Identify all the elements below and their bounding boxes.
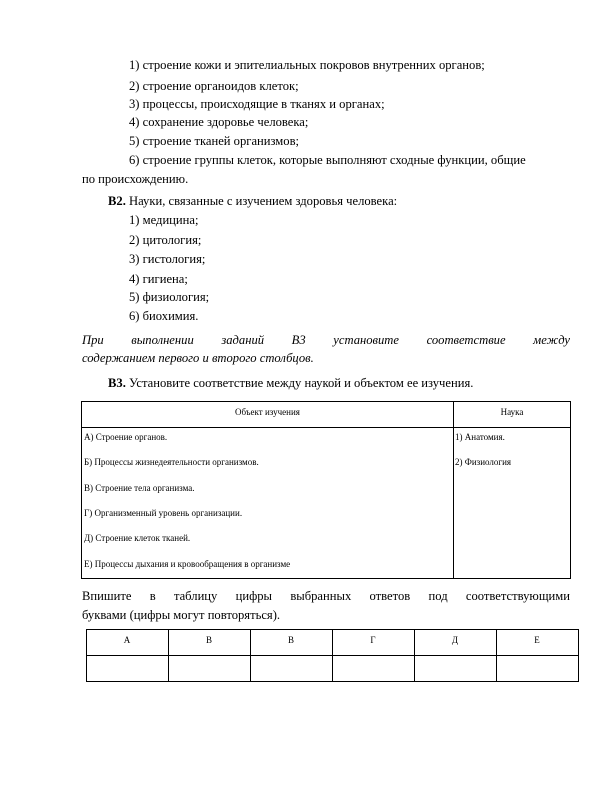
list1-item-2: 2) строение органоидов клеток; [129, 79, 299, 93]
table-header-science: Наука [500, 407, 524, 417]
b2-item-4: 4) гигиена; [129, 272, 188, 286]
answer-instruction-line-2: буквами (цифры могут повторяться). [82, 608, 281, 622]
answer-cell-d[interactable] [415, 656, 496, 681]
list1-item-5: 5) строение тканей организмов; [129, 134, 300, 148]
answer-header-v1: В [205, 635, 212, 645]
answer-cell-g[interactable] [333, 656, 414, 681]
answer-cell-v2[interactable] [251, 656, 332, 681]
answer-header-v2: В [287, 635, 294, 645]
b2-item-5: 5) физиология; [129, 290, 210, 304]
list1-item-1: 1) строение кожи и эпителиальных покровов внутренних органов; [129, 58, 485, 72]
answer-header-d: Д [451, 635, 459, 645]
b2-question [108, 194, 397, 209]
table-object-v: В) Строение тела организма. [84, 483, 195, 493]
instruction-line-2: содержанием первого и второго столбцов. [82, 351, 314, 365]
table-object-g: Г) Организменный уровень организации. [84, 508, 243, 518]
table-header-object: Объект изучения [235, 407, 300, 417]
list1-continuation: по происхождению. [82, 172, 189, 186]
list1-item-4: 4) сохранение здоровье человека; [129, 115, 309, 129]
b3-question [108, 376, 473, 391]
answer-header-e: Е [534, 635, 540, 645]
b2-item-6: 6) биохимия. [129, 309, 199, 323]
answer-header-a: А [123, 635, 131, 645]
table-object-d: Д) Строение клеток тканей. [84, 533, 191, 543]
b2-item-3: 3) гистология; [129, 252, 206, 266]
b3-label: В3. [108, 376, 126, 390]
b2-label: В2. [108, 194, 126, 208]
table-object-e: Е) Процессы дыхания и кровообращения в организме [84, 559, 291, 569]
list1-item-3: 3) процессы, происходящие в тканях и органах; [129, 97, 385, 111]
table-object-b: Б) Процессы жизнедеятельности организмов. [84, 457, 259, 467]
list1-item-6: 6) строение группы клеток, которые выполняют сходные функции, общие [129, 153, 526, 167]
b2-item-1: 1) медицина; [129, 213, 199, 227]
b2-item-2: 2) цитология; [129, 233, 202, 247]
b2-text: Науки, связанные с изучением здоровья человека: [125, 194, 398, 208]
answer-instruction-line-1: Впишите в таблицу цифры выбранных ответов под соответствующими [82, 589, 570, 603]
answer-cell-a[interactable] [87, 656, 168, 681]
table-science-1: 1) Анатомия. [455, 432, 505, 442]
answer-cell-e[interactable] [497, 656, 578, 681]
answer-cell-v1[interactable] [169, 656, 250, 681]
table-science-2: 2) Физиология [455, 457, 512, 467]
b3-text: Установите соответствие между наукой и объектом ее изучения. [125, 376, 474, 390]
instruction-line-1: При выполнении заданий В3 установите соответствие между [82, 333, 570, 347]
table-object-a: А) Строение органов. [84, 432, 168, 442]
answer-header-g: Г [370, 635, 376, 645]
